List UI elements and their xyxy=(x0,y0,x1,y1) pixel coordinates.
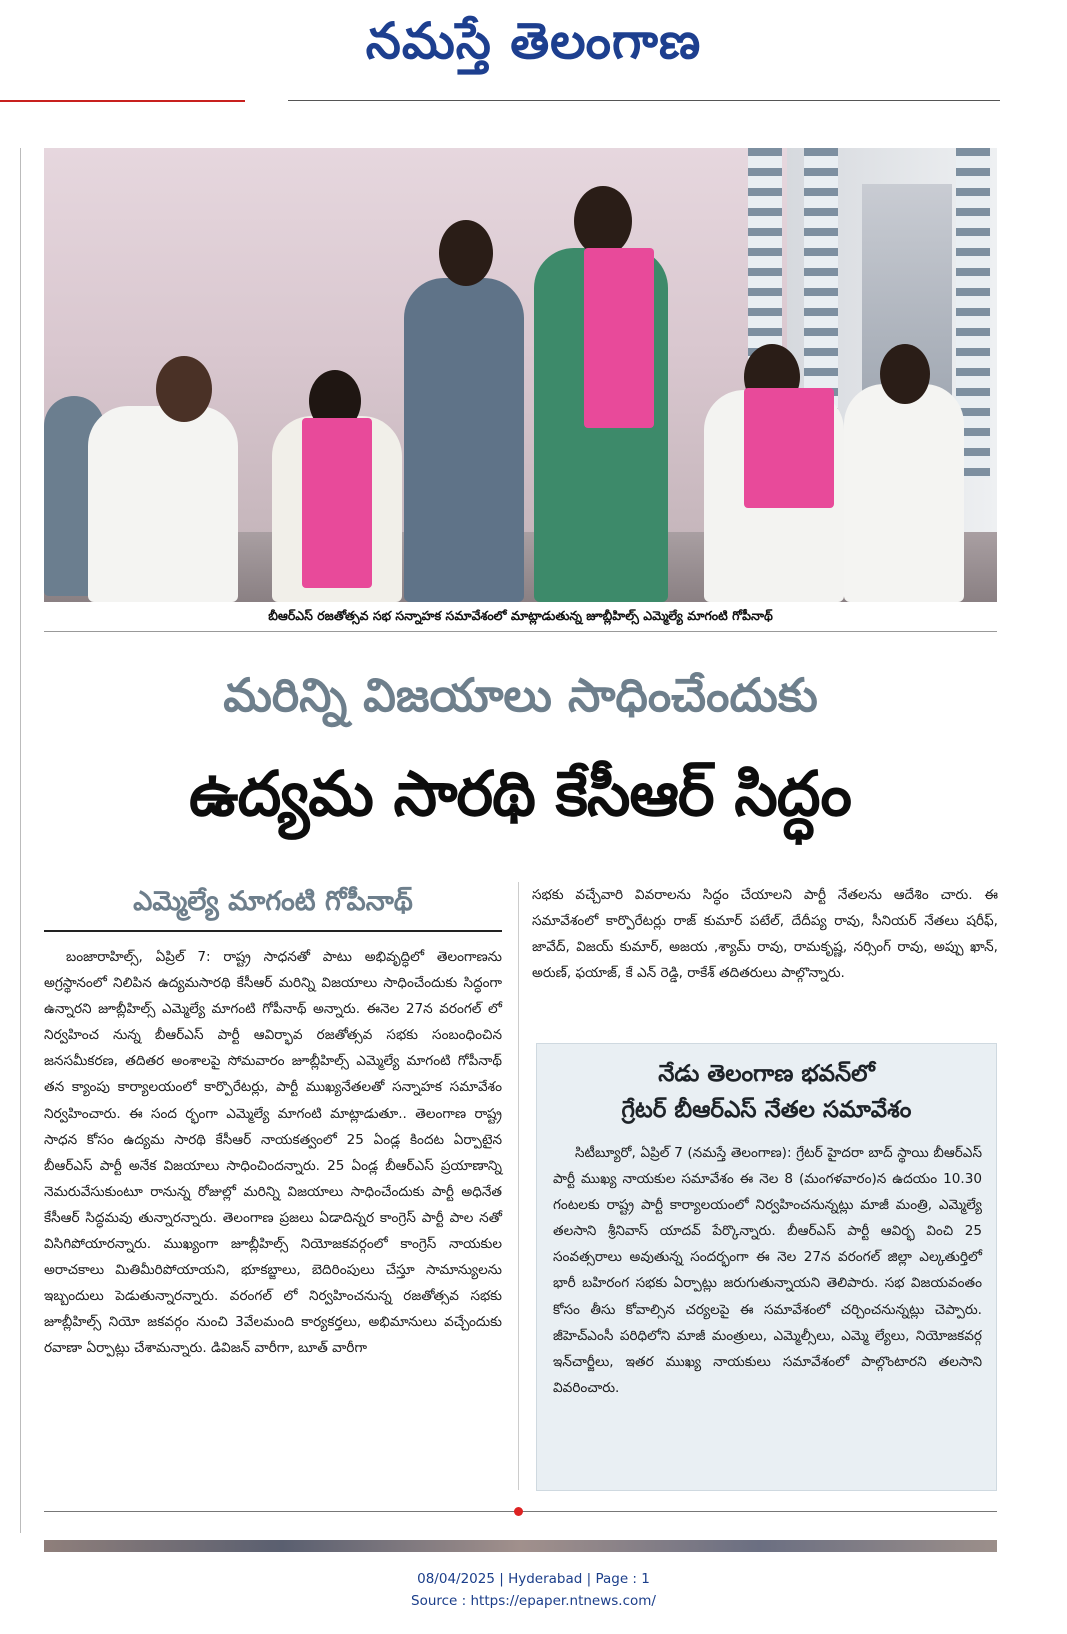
masthead-title: నమస్తే తెలంగాణ xyxy=(365,11,702,70)
article-body-left xyxy=(44,944,502,1362)
next-article-photo-strip xyxy=(44,1540,997,1552)
photo-caption: బీఆర్ఎస్ రజతోత్సవ సభ సన్నాహక సమావేశంలో మాట్లాడుతున్న జూబ్లీహిల్స్ ఎమ్మెల్యే మాగంటి గోపీనాథ్ xyxy=(268,608,773,623)
sidebar-title xyxy=(537,1056,996,1128)
photo-scarf xyxy=(302,418,372,588)
masthead-accent-rule xyxy=(0,100,245,102)
sidebar-body xyxy=(553,1140,982,1401)
photo-person xyxy=(404,278,524,602)
footer-source-link[interactable]: Source : https://epaper.ntnews.com/ xyxy=(411,1593,656,1609)
caption-rule xyxy=(44,631,997,632)
sidebar-paragraph: సిటీబ్యూరో, ఏప్రిల్ 7 (నమస్తే తెలంగాణ): గ్రేటర్ హైదరా బాద్ స్థాయి బీఆర్ఎస్ పార్టీ ముఖ్య నాయకుల సమావేశం ఈ నెల 8 (మంగళవారం)న ఉదయం 10.30 గంటలకు రాష్ట్ర పార్టీ కార్యాలయంలో నిర్వహించనున్నట్లు మాజీ మంత్రి, ఎమ్మెల్యే తలసాని శ్రీనివాస్ యాదవ్ పేర్కొన్నారు. బీఆర్ఎస్ పార్టీ ఆవిర్భ వించి 25 సంవత్సరాలు అవుతున్న సందర్భంగా ఈ నెల 27న వరంగల్ జిల్లా ఎల్కతుర్తిలో భారీ బహిరంగ సభకు ఏర్పాట్లు జరుగుతున్నాయని తెలిపారు. సభ విజయవంతం కోసం తీసు కోవాల్సిన చర్యలపై ఈ సమావేశంలో చర్చించనున్నట్లు చెప్పారు. జీహెచ్ఎంసీ పరిధిలోని మాజీ మంత్రులు, ఎమ్మెల్సీలు, ఎమ్మె ల్యేలు, నియోజకవర్గ ఇన్‌చార్జీలు, ఇతర ముఖ్య నాయకులు సమావేశంలో పాల్గొంటారని తలసాని వివరించారు. xyxy=(553,1145,982,1396)
bottom-rule-dot xyxy=(514,1507,523,1516)
sidebar-box xyxy=(536,1043,997,1491)
photo-head xyxy=(574,186,632,256)
photo-person xyxy=(844,384,964,602)
article-headline: ఉద్యమ సారథి కేసీఆర్ సిద్ధం xyxy=(189,757,851,830)
column-separator xyxy=(518,882,519,1490)
masthead xyxy=(0,0,1067,100)
article-body-right xyxy=(532,882,998,986)
photo-head xyxy=(156,356,212,422)
photo-scarf xyxy=(584,248,654,428)
photo-head xyxy=(439,220,493,286)
news-photo xyxy=(44,148,997,602)
sidebar-title-line: గ్రేటర్ బీఆర్ఎస్ నేతల సమావేశం xyxy=(621,1097,912,1123)
page-footer xyxy=(0,1568,1067,1612)
photo-person xyxy=(88,406,238,602)
photo-head xyxy=(880,344,930,404)
article-paragraph: బంజారాహిల్స్, ఏప్రిల్ 7: రాష్ట్ర సాధనతో పాటు అభివృద్ధిలో తెలంగాణను అగ్రస్థానంలో నిలిపిన ఉద్యమసారథి కేసీఆర్ మరిన్ని విజయాలు సాధించేందుకు సిద్ధంగా ఉన్నారని జూబ్లీహిల్స్ ఎమ్మెల్యే మాగంటి గోపీనాథ్ అన్నారు. ఈనెల 27న వరంగల్ లో నిర్వహించ నున్న బీఆర్ఎస్ పార్టీ ఆవిర్భావ రజతోత్సవ సభకు సంబంధించిన జనసమీకరణ, తదితర అంశాలపై సోమవారం జూబ్లీహిల్స్ ఎమ్మెల్యే మాగంటి గోపీనాథ్ తన క్యాంపు కార్యాలయంలో కార్పొరేటర్లు, పార్టీ ముఖ్యనేతలతో సన్నాహక సమావేశం నిర్వహించారు. ఈ సంద ర్భంగా ఎమ్మెల్యే మాగంటి మాట్లాడుతూ.. తెలంగాణ రాష్ట్ర సాధన కోసం ఉద్యమ సారథి కేసీఆర్ నాయకత్వంలో 25 ఏండ్ల కిందట ఏర్పాటైన బీఆర్ఎస్ పార్టీ అనేక విజయాలు సాధించిందన్నారు. 25 ఏండ్ల బీఆర్ఎస్ ప్రయాణాన్ని నెమరువేసుకుంటూ రానున్న రోజుల్లో మరిన్ని విజయాలు సాధించేందుకు పార్టీ అధినేత కేసీఆర్ సిద్ధమవు తున్నారన్నారు. తెలంగాణ ప్రజలు ఏడాదిన్నర కాంగ్రెస్ పార్టీ పాల నతో విసిగిపోయారన్నారు. ముఖ్యంగా జూబ్లీహిల్స్ నియోజకవర్గంలో కాంగ్రెస్ నాయకుల అరాచకాలు మితిమీరిపోయాయని, భూకబ్జాలు, బెదిరింపులు చేస్తూ సామాన్యులను ఇబ్బందులు పెడుతున్నారన్నారు. వరంగల్ లో నిర్వహించనున్న రజతోత్సవ సభకు జూబ్లీహిల్స్ నియో జకవర్గం నుంచి 3వేలమంది కార్యకర్తలు, అభిమానులు వచ్చేందుకు రవాణా ఏర్పాట్లు చేశామన్నారు. డివిజన్ వారీగా, బూత్ వారీగా xyxy=(44,949,502,1357)
masthead-rule xyxy=(288,100,1000,101)
footer-date-line: 08/04/2025 | Hyderabad | Page : 1 xyxy=(417,1571,650,1587)
article-kicker: మరిన్ని విజయాలు సాధించేందుకు xyxy=(223,668,818,722)
photo-scarf xyxy=(744,388,834,508)
article-paragraph: సభకు వచ్చేవారి వివరాలను సిద్ధం చేయాలని పార్టీ నేతలను ఆదేశిం చారు. ఈ సమావేశంలో కార్పొరేటర్లు రాజ్ కుమార్ పటేల్, దేదీప్య రావు, సీనియర్ నేతలు షరీఫ్, జావేద్, విజయ్ కుమార్, అజయ ,శ్యామ్ రావు, రామకృష్ణ, నర్సింగ్ రావు, అప్పు ఖాన్, అరుణ్, ఫయాజ్, కే ఎన్ రెడ్డి, రాకేశ్ తదితరులు పాల్గొన్నారు. xyxy=(532,887,998,982)
article-byline: ఎమ్మెల్యే మాగంటి గోపీనాథ్ xyxy=(133,886,413,917)
margin-rule xyxy=(20,148,21,1533)
byline-rule xyxy=(44,930,502,932)
sidebar-title-line: నేడు తెలంగాణ భవన్‌లో xyxy=(658,1061,875,1087)
